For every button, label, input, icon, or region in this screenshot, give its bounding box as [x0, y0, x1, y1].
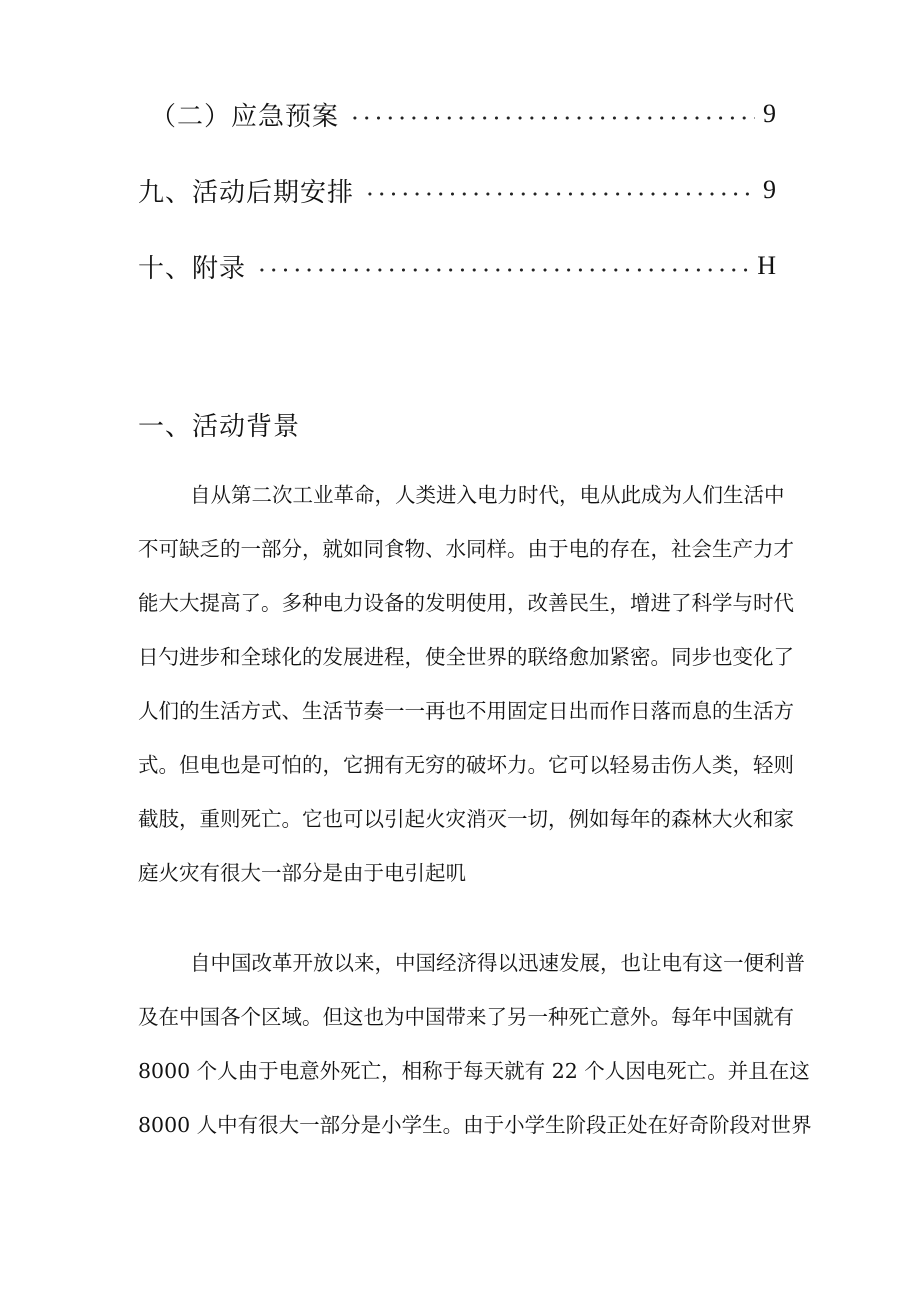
toc-entry-page-number: 9 [763, 99, 776, 128]
paragraph-line: 8000 个人由于电意外死亡，相称于每天就有 22 个人因电死亡。并且在这 [138, 1059, 810, 1083]
paragraph-line: 8000 人中有很大一部分是小学生。由于小学生阶段正处在好奇阶段对世界 [138, 1113, 812, 1137]
paragraph-line: 不可缺乏的一部分，就如同食物、水同样。由于电的存在，社会生产力才 [138, 537, 794, 561]
paragraph-line: 自中国改革开放以来，中国经济得以迅速发展，也让电有这一便利普 [190, 951, 805, 975]
toc-entry-page-number: 9 [763, 175, 776, 204]
toc-leader-dots [364, 192, 755, 196]
body-paragraph [138, 936, 812, 1152]
toc-leader-dots [256, 268, 749, 272]
toc-entry-post-activity[interactable] [138, 168, 776, 212]
toc-leader-dots [349, 116, 755, 120]
toc-entry-label: 九、活动后期安排 [138, 177, 355, 208]
paragraph-line: 式。但电也是可怕的，它拥有无穷的破坏力。它可以轻易击伤人类，轻则 [138, 753, 794, 777]
paragraph-line: 日勺进步和全球化的发展进程，使全世界的联络愈加紧密。同步也变化了 [138, 645, 794, 669]
paragraph-line: 及在中国各个区域。但这也为中国带来了另一种死亡意外。每年中国就有 [138, 1005, 794, 1029]
paragraph-line: 能大大提高了。多种电力设备的发明使用，改善民生，增进了科学与时代 [138, 591, 794, 615]
paragraph-line: 庭火灾有很大一部分是由于电引起叽 [138, 861, 466, 885]
toc-entry-label: （二）应急预案 [150, 101, 340, 132]
section-heading: 一、活动背景 [138, 412, 301, 442]
paragraph-line: 自从第二次工业革命，人类进入电力时代，电从此成为人们生活中 [190, 483, 785, 507]
toc-entry-appendix[interactable] [138, 244, 776, 288]
paragraph-line: 人们的生活方式、生活节奏一一再也不用固定日出而作日落而息的生活方 [138, 699, 794, 723]
paragraph-line: 截肢，重则死亡。它也可以引起火灾消灭一切，例如每年的森林大火和家 [138, 807, 794, 831]
toc-entry-page-number: H [757, 251, 776, 280]
toc-entry-label: 十、附录 [138, 253, 247, 284]
body-paragraph [138, 468, 794, 900]
toc-entry-emergency-plan[interactable] [150, 92, 776, 136]
